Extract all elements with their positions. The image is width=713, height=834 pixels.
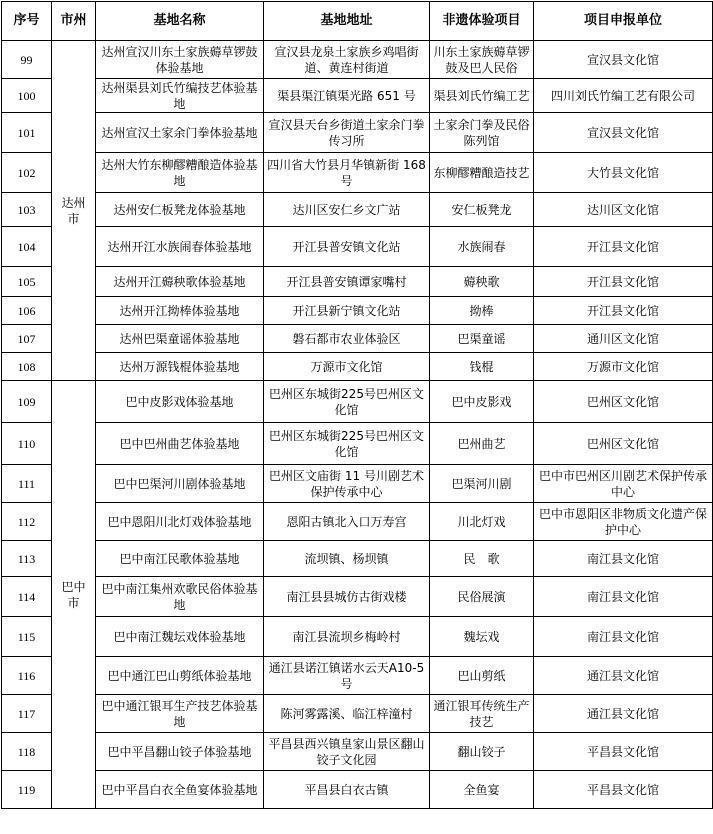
header-project: 非遗体验项目 bbox=[430, 2, 534, 41]
heritage-project: 民 歌 bbox=[430, 541, 534, 577]
applicant-unit: 万源市文化馆 bbox=[534, 353, 713, 381]
table-row bbox=[2, 267, 713, 297]
table-row bbox=[2, 771, 713, 809]
row-number: 116 bbox=[2, 657, 52, 695]
heritage-project: 翻山铰子 bbox=[430, 733, 534, 771]
applicant-unit: 开江县文化馆 bbox=[534, 297, 713, 325]
row-number: 119 bbox=[2, 771, 52, 809]
table-row bbox=[2, 381, 713, 423]
base-address: 巴州区东城街225号巴州区文化馆 bbox=[264, 423, 430, 465]
base-address: 宣汉县天台乡街道土家余门拳传习所 bbox=[264, 113, 430, 153]
base-address: 万源市文化馆 bbox=[264, 353, 430, 381]
table-row bbox=[2, 541, 713, 577]
heritage-project: 巴州曲艺 bbox=[430, 423, 534, 465]
heritage-project: 巴山剪纸 bbox=[430, 657, 534, 695]
row-number: 103 bbox=[2, 193, 52, 227]
applicant-unit: 大竹县文化馆 bbox=[534, 153, 713, 193]
heritage-project: 安仁板凳龙 bbox=[430, 193, 534, 227]
applicant-unit: 平昌县文化馆 bbox=[534, 771, 713, 809]
base-name: 达州开江水族闹春体验基地 bbox=[96, 227, 264, 267]
base-address: 平昌县西兴镇皇家山景区翻山铰子文化园 bbox=[264, 733, 430, 771]
base-name: 巴中恩阳川北灯戏体验基地 bbox=[96, 503, 264, 541]
heritage-project: 土家余门拳及民俗陈列馆 bbox=[430, 113, 534, 153]
base-address: 开江县普安镇文化站 bbox=[264, 227, 430, 267]
header-no: 序号 bbox=[2, 2, 52, 41]
base-name: 巴中平昌翻山铰子体验基地 bbox=[96, 733, 264, 771]
base-address: 开江县新宁镇文化站 bbox=[264, 297, 430, 325]
heritage-project: 川北灯戏 bbox=[430, 503, 534, 541]
heritage-project: 薅秧歌 bbox=[430, 267, 534, 297]
applicant-unit: 宣汉县文化馆 bbox=[534, 41, 713, 79]
table-header-row bbox=[2, 2, 713, 41]
base-name: 达州巴渠童谣体验基地 bbox=[96, 325, 264, 353]
base-address: 渠县渠江镇渠光路 651 号 bbox=[264, 79, 430, 113]
base-address: 开江县普安镇谭家嘴村 bbox=[264, 267, 430, 297]
base-address: 巴州区文庙街 11 号川剧艺术保护传承中心 bbox=[264, 465, 430, 503]
base-name: 达州开江薅秧歌体验基地 bbox=[96, 267, 264, 297]
base-name: 巴中南江民歌体验基地 bbox=[96, 541, 264, 577]
row-number: 100 bbox=[2, 79, 52, 113]
city-name: 达州市 bbox=[61, 195, 86, 226]
heritage-project: 巴中皮影戏 bbox=[430, 381, 534, 423]
city-cell bbox=[52, 41, 96, 381]
table-row bbox=[2, 193, 713, 227]
applicant-unit: 巴中市巴州区川剧艺术保护传承中心 bbox=[534, 465, 713, 503]
table-row bbox=[2, 423, 713, 465]
row-number: 104 bbox=[2, 227, 52, 267]
heritage-project: 巴渠童谣 bbox=[430, 325, 534, 353]
base-address: 流坝镇、杨坝镇 bbox=[264, 541, 430, 577]
base-address: 巴州区东城街225号巴州区文化馆 bbox=[264, 381, 430, 423]
base-address: 南江县流坝乡梅岭村 bbox=[264, 617, 430, 657]
table-row bbox=[2, 617, 713, 657]
table-row bbox=[2, 41, 713, 79]
base-address: 南江县县城仿古街戏楼 bbox=[264, 577, 430, 617]
base-address: 平昌县白衣古镇 bbox=[264, 771, 430, 809]
base-name: 达州安仁板凳龙体验基地 bbox=[96, 193, 264, 227]
table-row bbox=[2, 153, 713, 193]
heritage-project: 川东土家族薅草锣鼓及巴人民俗 bbox=[430, 41, 534, 79]
base-name: 达州宣汉土家余门拳体验基地 bbox=[96, 113, 264, 153]
base-address: 宣汉县龙泉土家族乡鸡唱街道、黄连村街道 bbox=[264, 41, 430, 79]
base-name: 巴中南江集州欢歌民俗体验基地 bbox=[96, 577, 264, 617]
base-address: 达川区安仁乡文广站 bbox=[264, 193, 430, 227]
table-row bbox=[2, 577, 713, 617]
base-name: 达州万源钱棍体验基地 bbox=[96, 353, 264, 381]
row-number: 115 bbox=[2, 617, 52, 657]
applicant-unit: 四川刘氏竹编工艺有限公司 bbox=[534, 79, 713, 113]
base-name: 巴中通江巴山剪纸体验基地 bbox=[96, 657, 264, 695]
applicant-unit: 通江县文化馆 bbox=[534, 657, 713, 695]
row-number: 110 bbox=[2, 423, 52, 465]
row-number: 118 bbox=[2, 733, 52, 771]
heritage-project: 全鱼宴 bbox=[430, 771, 534, 809]
base-name: 巴中南江魏坛戏体验基地 bbox=[96, 617, 264, 657]
heritage-project: 巴渠河川剧 bbox=[430, 465, 534, 503]
table-row bbox=[2, 297, 713, 325]
base-address: 通江县诺江镇诺水云天A10-5 号 bbox=[264, 657, 430, 695]
base-name: 达州大竹东柳醪糟酿造体验基地 bbox=[96, 153, 264, 193]
applicant-unit: 宣汉县文化馆 bbox=[534, 113, 713, 153]
applicant-unit: 巴中市恩阳区非物质文化遗产保护中心 bbox=[534, 503, 713, 541]
row-number: 117 bbox=[2, 695, 52, 733]
heritage-project: 通江银耳传统生产技艺 bbox=[430, 695, 534, 733]
table-row bbox=[2, 733, 713, 771]
table-row bbox=[2, 227, 713, 267]
row-number: 101 bbox=[2, 113, 52, 153]
header-city: 市州 bbox=[52, 2, 96, 41]
applicant-unit: 通江县文化馆 bbox=[534, 695, 713, 733]
city-name: 巴中市 bbox=[61, 579, 86, 610]
base-name: 达州开江拗棒体验基地 bbox=[96, 297, 264, 325]
base-name: 达州渠县刘氏竹编技艺体验基地 bbox=[96, 79, 264, 113]
heritage-project: 民俗展演 bbox=[430, 577, 534, 617]
row-number: 107 bbox=[2, 325, 52, 353]
applicant-unit: 南江县文化馆 bbox=[534, 617, 713, 657]
base-name: 巴中皮影戏体验基地 bbox=[96, 381, 264, 423]
table-body bbox=[2, 41, 713, 809]
row-number: 106 bbox=[2, 297, 52, 325]
table-row bbox=[2, 695, 713, 733]
base-name: 巴中通江银耳生产技艺体验基地 bbox=[96, 695, 264, 733]
row-number: 102 bbox=[2, 153, 52, 193]
applicant-unit: 巴州区文化馆 bbox=[534, 381, 713, 423]
header-base-address: 基地地址 bbox=[264, 2, 430, 41]
applicant-unit: 巴州区文化馆 bbox=[534, 423, 713, 465]
table-row bbox=[2, 79, 713, 113]
base-address: 四川省大竹县月华镇新街 168 号 bbox=[264, 153, 430, 193]
row-number: 114 bbox=[2, 577, 52, 617]
heritage-project: 东柳醪糟酿造技艺 bbox=[430, 153, 534, 193]
table-row bbox=[2, 353, 713, 381]
header-base-name: 基地名称 bbox=[96, 2, 264, 41]
row-number: 105 bbox=[2, 267, 52, 297]
row-number: 109 bbox=[2, 381, 52, 423]
heritage-project: 钱棍 bbox=[430, 353, 534, 381]
applicant-unit: 平昌县文化馆 bbox=[534, 733, 713, 771]
base-name: 巴中巴渠河川剧体验基地 bbox=[96, 465, 264, 503]
row-number: 112 bbox=[2, 503, 52, 541]
table-row bbox=[2, 503, 713, 541]
heritage-project: 渠县刘氏竹编工艺 bbox=[430, 79, 534, 113]
row-number: 111 bbox=[2, 465, 52, 503]
base-name: 巴中巴州曲艺体验基地 bbox=[96, 423, 264, 465]
row-number: 113 bbox=[2, 541, 52, 577]
applicant-unit: 通川区文化馆 bbox=[534, 325, 713, 353]
base-name: 巴中平昌白衣全鱼宴体验基地 bbox=[96, 771, 264, 809]
heritage-project: 魏坛戏 bbox=[430, 617, 534, 657]
row-number: 108 bbox=[2, 353, 52, 381]
base-address: 陈河雾露溪、临江梓潼村 bbox=[264, 695, 430, 733]
base-address: 磐石都市农业体验区 bbox=[264, 325, 430, 353]
table-row bbox=[2, 325, 713, 353]
heritage-project: 拗棒 bbox=[430, 297, 534, 325]
row-number: 99 bbox=[2, 41, 52, 79]
table-row bbox=[2, 465, 713, 503]
heritage-project: 水族闹春 bbox=[430, 227, 534, 267]
table-row bbox=[2, 113, 713, 153]
city-cell bbox=[52, 381, 96, 809]
applicant-unit: 达川区文化馆 bbox=[534, 193, 713, 227]
applicant-unit: 开江县文化馆 bbox=[534, 227, 713, 267]
base-address: 恩阳古镇北入口万寿宫 bbox=[264, 503, 430, 541]
applicant-unit: 南江县文化馆 bbox=[534, 541, 713, 577]
applicant-unit: 开江县文化馆 bbox=[534, 267, 713, 297]
table-row bbox=[2, 657, 713, 695]
header-unit: 项目申报单位 bbox=[534, 2, 713, 41]
heritage-base-table bbox=[1, 1, 713, 809]
base-name: 达州宣汉川东土家族薅草锣鼓体验基地 bbox=[96, 41, 264, 79]
applicant-unit: 南江县文化馆 bbox=[534, 577, 713, 617]
